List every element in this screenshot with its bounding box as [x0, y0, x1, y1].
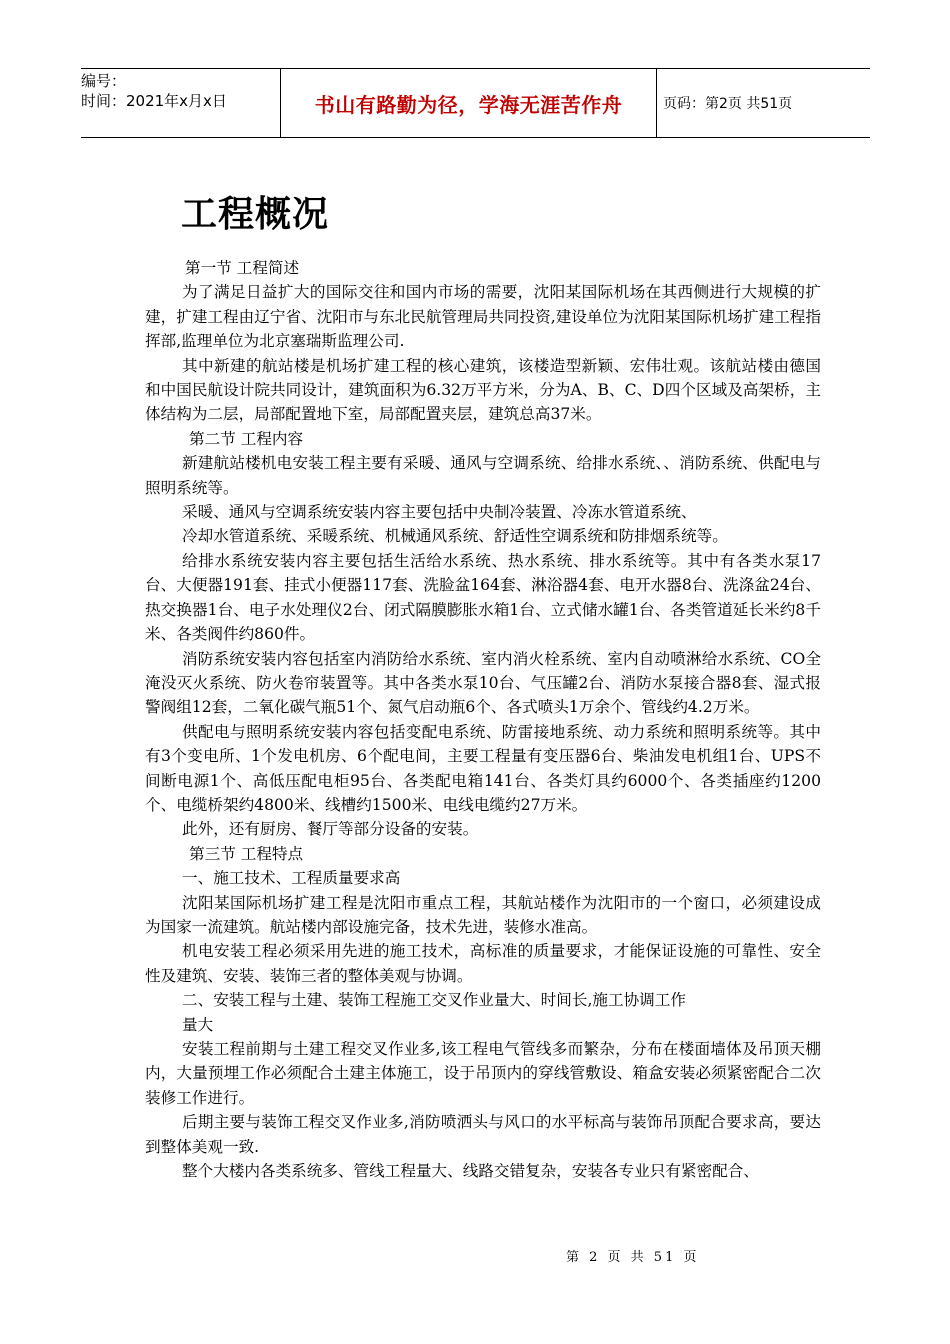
footer-page-number: 第 2 页 共 51 页 [566, 1250, 700, 1265]
section-heading: 第三节 工程特点 [189, 844, 304, 863]
body-paragraph: 后期主要与装饰工程交叉作业多,消防喷洒头与风口的水平标高与装饰吊顶配合要求高，要达到整体美观一致. [145, 1113, 821, 1156]
body-paragraph: 安装工程前期与土建工程交叉作业多,该工程电气管线多而繁杂，分布在楼面墙体及吊顶天棚内，大量预埋工作必须配合土建主体施工，设于吊顶内的穿线管敷设、箱盒安装必须紧密配合二次装修工作进行。 [145, 1040, 821, 1107]
body-paragraph: 给排水系统安装内容主要包括生活给水系统、热水系统、排水系统等。其中有各类水泵17台、大便器191套、挂式小便器117套、洗脸盆164套、淋浴器4套、电开水器8台、洗涤盆24台、热交换器1台、电子水处理仪2台、闭式隔膜膨胀水箱1台、立式储水罐1台、各类管道延长米约8千米、各类阀件约860件。 [145, 551, 821, 644]
header-page-info: 页码：第2页 共51页 [663, 96, 793, 112]
page-header [81, 68, 870, 138]
header-meta [81, 69, 281, 137]
document-time-label: 时间：2021年x月x日 [81, 92, 227, 110]
body-paragraph: 为了满足日益扩大的国际交往和国内市场的需要，沈阳某国际机场在其西侧进行大规模的扩建，扩建工程由辽宁省、沈阳市与东北民航管理局共同投资,建设单位为沈阳某国际机场扩建工程指挥部,监理单位为北京塞瑞斯监理公司. [145, 283, 821, 351]
header-motto: 书山有路勤为径，学海无涯苦作舟 [281, 69, 657, 137]
document-number-label: 编号： [81, 72, 127, 90]
body-paragraph: 采暖、通风与空调系统安装内容主要包括中央制冷装置、冷冻水管道系统、 [182, 503, 697, 522]
body-paragraph: 新建航站楼机电安装工程主要有采暖、通风与空调系统、给排水系统、、消防系统、供配电与照明系统等。 [145, 454, 821, 497]
subsection-heading: 一、施工技术、工程质量要求高 [182, 869, 401, 888]
body-paragraph: 消防系统安装内容包括室内消防给水系统、室内消火栓系统、室内自动喷淋给水系统、CO全淹没灭火系统、防火卷帘装置等。其中各类水泵10台、气压罐2台、消防水泵接合器8套、湿式报警阀组12套，二氧化碳气瓶51个、氮气启动瓶6个、各式喷头1万余个、管线约4.2万米。 [145, 649, 821, 717]
body-paragraph: 此外，还有厨房、餐厅等部分设备的安装。 [182, 820, 479, 839]
body-paragraph: 机电安装工程必须采用先进的施工技术，高标准的质量要求，才能保证设施的可靠性、安全性及建筑、安装、装饰三者的整体美观与协调。 [145, 942, 821, 985]
subsection-heading-continued: 量大 [182, 1015, 214, 1034]
section-heading: 第一节 工程简述 [185, 259, 300, 277]
body-paragraph: 整个大楼内各类系统多、管线工程量大、线路交错复杂，安装各专业只有紧密配合、 [182, 1162, 759, 1181]
body-paragraph: 冷却水管道系统、采暖系统、机械通风系统、舒适性空调系统和防排烟系统等。 [182, 527, 728, 546]
body-paragraph: 其中新建的航站楼是机场扩建工程的核心建筑，该楼造型新颖、宏伟壮观。该航站楼由德国和中国民航设计院共同设计，建筑面积为6.32万平方米，分为A、B、C、D四个区域及高架桥，主体结构为二层，局部配置地下室，局部配置夹层，建筑总高37米。 [145, 356, 821, 424]
body-paragraph: 供配电与照明系统安装内容包括变配电系统、防雷接地系统、动力系统和照明系统等。其中有3个变电所、1个发电机房、6个配电间，主要工程量有变压器6台、柴油发电机组1台、UPS不间断电源1个、高低压配电柜95台、各类配电箱141台、各类灯具约6000个、各类插座约1200个、电缆桥架约4800米、线槽约1500米、电线电缆约27万米。 [145, 722, 821, 814]
document-title: 工程概况 [181, 194, 330, 235]
body-paragraph: 沈阳某国际机场扩建工程是沈阳市重点工程，其航站楼作为沈阳市的一个窗口，必须建设成为国家一流建筑。航站楼内部设施完备，技术先进，装修水准高。 [145, 893, 821, 936]
document-body [145, 256, 821, 1183]
section-heading: 第二节 工程内容 [189, 429, 304, 448]
subsection-heading: 二、安装工程与土建、装饰工程施工交叉作业量大、时间长,施工协调工作 [182, 991, 686, 1010]
